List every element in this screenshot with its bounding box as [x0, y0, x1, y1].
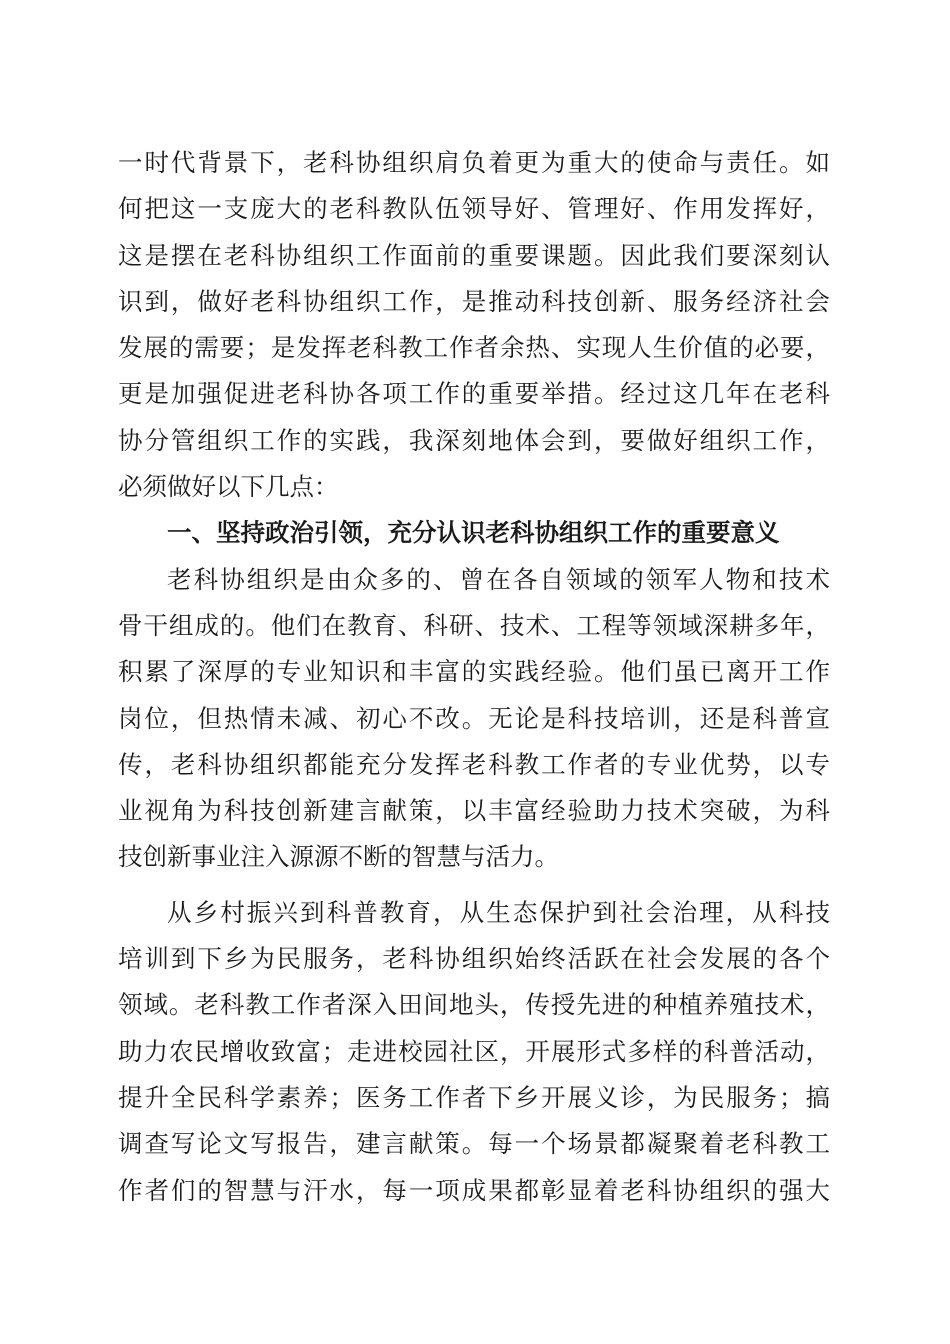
paragraph-gap — [118, 881, 830, 890]
text-line: 调查写论文写报告，建言献策。每一个场景都凝聚着老科教工 — [118, 1129, 830, 1159]
text-line: 何把这一支庞大的老科教队伍领导好、管理好、作用发挥好， — [118, 194, 830, 224]
text-line: 岗位，但热情未减、初心不改。无论是科技培训，还是科普宣 — [118, 703, 830, 733]
text-line: 领域。老科教工作者深入田间地头，传授先进的种植养殖技术， — [118, 990, 830, 1020]
text-line: 从乡村振兴到科普教育，从生态保护到社会治理，从科技 — [167, 897, 830, 927]
text-line: 老科协组织是由众多的、曾在各自领域的领军人物和技术 — [167, 564, 830, 594]
document-body — [118, 140, 830, 1214]
text-line: 业视角为科技创新建言献策，以丰富经验助力技术突破，为科 — [118, 796, 830, 826]
text-line: 骨干组成的。他们在教育、科研、技术、工程等领域深耕多年， — [118, 610, 830, 640]
text-line: 一时代背景下，老科协组织肩负着更为重大的使命与责任。如 — [118, 148, 830, 177]
text-line: 助力农民增收致富；走进校园社区，开展形式多样的科普活动， — [118, 1036, 830, 1066]
paragraph-3 — [118, 890, 830, 1214]
text-line: 提升全民科学素养；医务工作者下乡开展义诊，为民服务；搞 — [118, 1082, 830, 1112]
paragraph-2 — [118, 557, 830, 881]
text-line: 培训到下乡为民服务，老科协组织始终活跃在社会发展的各个 — [118, 944, 830, 974]
section-heading: 一、坚持政治引领，充分认识老科协组织工作的重要意义 — [167, 518, 780, 548]
text-line: 更是加强促进老科协各项工作的重要举措。经过这几年在老科 — [118, 379, 830, 409]
text-line: 作者们的智慧与汗水，每一项成果都彰显着老科协组织的强大 — [118, 1175, 830, 1205]
text-line: 这是摆在老科协组织工作面前的重要课题。因此我们要深刻认 — [118, 240, 830, 270]
text-line: 识到，做好老科协组织工作，是推动科技创新、服务经济社会 — [118, 286, 830, 316]
text-line: 协分管组织工作的实践，我深刻地体会到，要做好组织工作， — [118, 425, 830, 455]
text-line: 积累了深厚的专业知识和丰富的实践经验。他们虽已离开工作 — [118, 657, 830, 687]
paragraph-1 — [118, 140, 830, 510]
text-line: 发展的需要；是发挥老科教工作者余热、实现人生价值的必要， — [118, 333, 830, 363]
text-line: 传，老科协组织都能充分发挥老科教工作者的专业优势，以专 — [118, 749, 830, 779]
text-line: 技创新事业注入源源不断的智慧与活力。 — [118, 842, 559, 872]
text-line: 必须做好以下几点： — [118, 472, 339, 502]
